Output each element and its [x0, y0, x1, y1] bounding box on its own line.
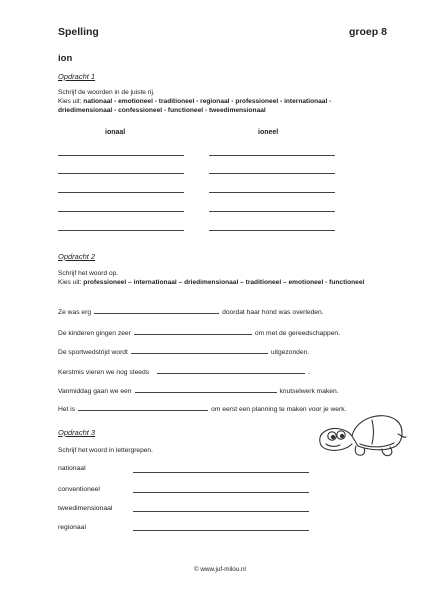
- sentence-text-before: Kerstmis vieren we nog steeds: [58, 369, 150, 376]
- sentence-text-after: knutselwerk maken.: [279, 388, 339, 395]
- turtle-icon: [312, 406, 408, 462]
- sentence-blank[interactable]: [78, 403, 208, 411]
- answer-line[interactable]: [209, 173, 335, 174]
- column-heading-ionaal: ionaal: [105, 129, 126, 136]
- topic-label: ion: [58, 53, 73, 64]
- answer-line[interactable]: [209, 192, 335, 193]
- answer-line[interactable]: [209, 155, 335, 156]
- page-title: Spelling: [58, 26, 99, 38]
- syllable-answer-line[interactable]: [133, 530, 309, 531]
- word-bank-line-1: nationaal - emotioneel - traditioneel - regionaal - professioneel - internationaal -: [83, 98, 332, 105]
- syllable-answer-line[interactable]: [133, 511, 309, 512]
- sentence-1: [58, 306, 324, 316]
- sentence-blank[interactable]: [157, 366, 305, 374]
- sentence-6: [58, 403, 346, 413]
- sentence-4: [58, 366, 310, 376]
- word-bank-line: professioneel – internationaal – driedimensionaal – traditioneel – emotioneel - functioneel: [83, 279, 365, 286]
- answer-line[interactable]: [58, 230, 184, 231]
- sentence-text-before: De sportwedstrijd wordt: [58, 349, 128, 356]
- sentence-blank[interactable]: [94, 306, 219, 314]
- opdracht-3-instruction: Schrijf het woord in lettergrepen.: [58, 447, 153, 454]
- opdracht-1-word-bank: [58, 97, 331, 106]
- sentence-text-after: doordat haar hond was overleden.: [222, 309, 324, 316]
- sentence-text-after: uitgezonden.: [270, 349, 310, 356]
- opdracht-2-word-bank: [58, 278, 364, 287]
- sentence-blank[interactable]: [134, 327, 252, 335]
- answer-line[interactable]: [209, 230, 335, 231]
- sentence-text-before: Ze was erg: [58, 309, 92, 316]
- answer-line[interactable]: [209, 211, 335, 212]
- syllable-answer-line[interactable]: [133, 472, 309, 473]
- sentence-5: [58, 385, 339, 395]
- choose-label: Kies uit:: [58, 98, 84, 105]
- sentence-text-before: Het is: [58, 406, 76, 413]
- syllable-word: regionaal: [58, 524, 86, 531]
- choose-label: Kies uit:: [58, 279, 84, 286]
- sentence-3: [58, 346, 309, 356]
- sentence-text-after: om met de gereedschappen.: [254, 330, 341, 337]
- sentence-text-after: om eerst een planning te maken voor je werk.: [211, 406, 347, 413]
- column-heading-ioneel: ioneel: [258, 129, 279, 136]
- answer-line[interactable]: [58, 211, 184, 212]
- answer-line[interactable]: [58, 173, 184, 174]
- sentence-text-before: De kinderen gingen zeer: [58, 330, 131, 337]
- word-bank-line-2: driedimensionaal - confessioneel - functioneel - tweedimensionaal: [58, 107, 266, 114]
- answer-line[interactable]: [58, 192, 184, 193]
- answer-line[interactable]: [58, 155, 184, 156]
- sentence-blank[interactable]: [135, 385, 277, 393]
- opdracht-3-heading: Opdracht 3: [58, 428, 96, 437]
- sentence-text-after: .: [308, 369, 310, 376]
- syllable-answer-line[interactable]: [133, 492, 309, 493]
- opdracht-1-instruction: Schrijf de woorden in de juiste rij.: [58, 89, 155, 96]
- opdracht-2-heading: Opdracht 2: [58, 252, 96, 261]
- syllable-word: conventioneel: [58, 486, 100, 493]
- opdracht-1-heading: Opdracht 1: [58, 72, 96, 81]
- sentence-text-before: Vanmiddag gaan we een: [58, 388, 132, 395]
- syllable-word: nationaal: [58, 465, 86, 472]
- sentence-2: [58, 327, 340, 337]
- footer-copyright: © www.juf-milou.nl: [194, 566, 246, 573]
- opdracht-2-instruction: Schrijf het woord op.: [58, 270, 119, 277]
- syllable-word: tweedimensionaal: [58, 505, 113, 512]
- group-label: groep 8: [349, 26, 387, 38]
- sentence-blank[interactable]: [131, 346, 268, 354]
